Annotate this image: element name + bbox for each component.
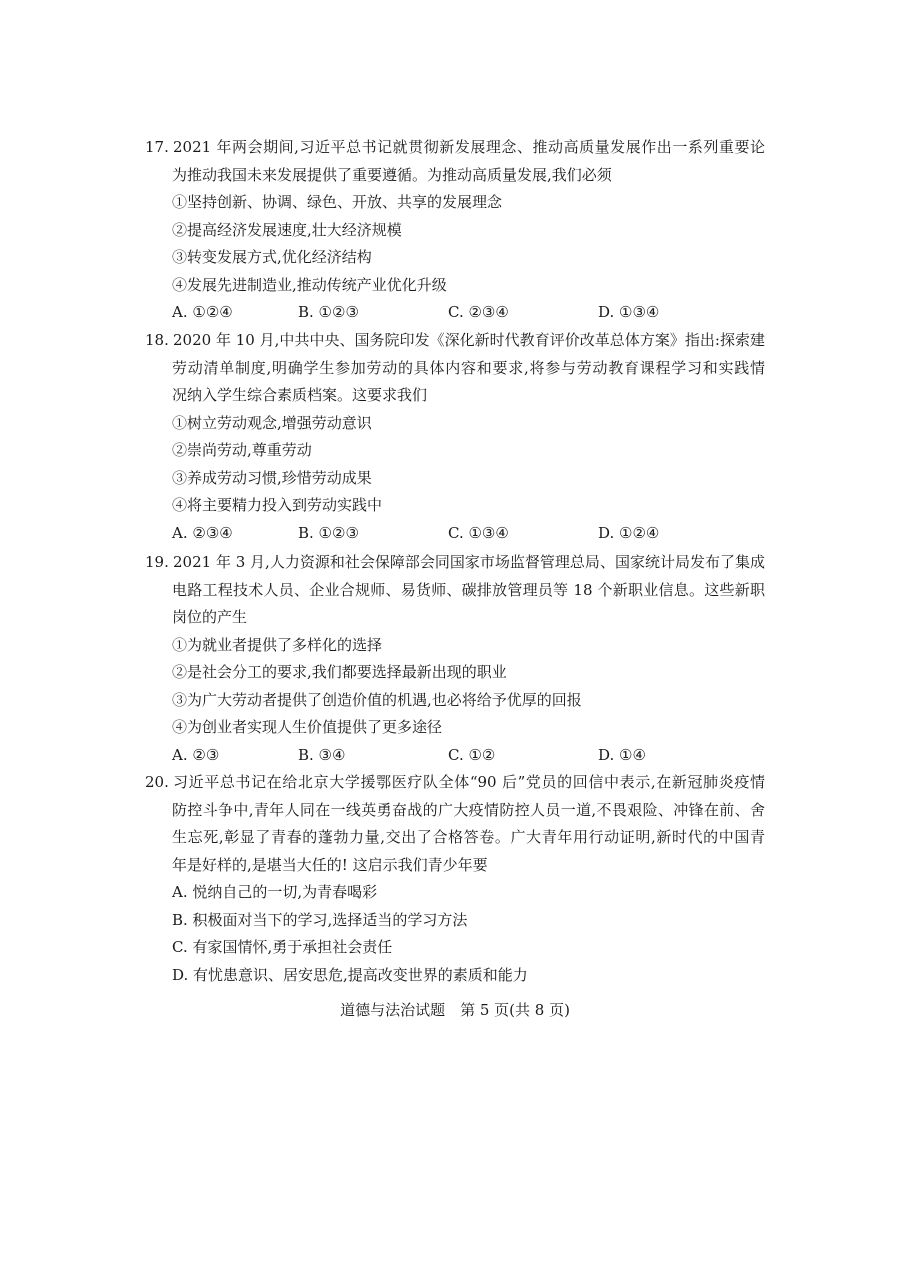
question-number: 20. — [145, 773, 169, 791]
answer-choice[interactable]: C. ②③④ — [448, 303, 509, 321]
question-stem-line: 2021 年两会期间,习近平总书记就贯彻新发展理念、推动高质量发展作出一系列重要论 — [173, 138, 765, 156]
statement-option: ③为广大劳动者提供了创造价值的机遇,也必将给予优厚的回报 — [172, 690, 582, 709]
question-stem-line: 年是好样的,是堪当大任的! 这启示我们青少年要 — [172, 855, 488, 874]
question-stem-line: 防控斗争中,青年人同在一线英勇奋战的广大疫情防控人员一道,不畏艰险、冲锋在前、舍 — [172, 800, 765, 819]
question-number: 18. — [145, 331, 169, 349]
question-stem-line: 电路工程技术人员、企业合规师、易货师、碳排放管理员等 18 个新职业信息。这些新职 — [172, 580, 765, 599]
question-stem-line: 生忘死,彰显了青春的蓬勃力量,交出了合格答卷。广大青年用行动证明,新时代的中国青 — [172, 828, 765, 846]
page-footer: 道德与法治试题 第 5 页(共 8 页) — [340, 1001, 570, 1019]
question-stem-line: 为推动我国未来发展提供了重要遵循。为推动高质量发展,我们必须 — [172, 165, 612, 184]
question-stem-line: 2021 年 3 月,人力资源和社会保障部会同国家市场监督管理总局、国家统计局发布了集成 — [173, 553, 765, 571]
statement-option: ①坚持创新、协调、绿色、开放、共享的发展理念 — [172, 193, 503, 211]
question-stem-line: 况纳入学生综合素质档案。这要求我们 — [172, 386, 428, 404]
statement-option: ④为创业者实现人生价值提供了更多途径 — [172, 718, 443, 736]
statement-option: ②是社会分工的要求,我们都要选择最新出现的职业 — [172, 663, 507, 681]
answer-choice[interactable]: B. ①②③ — [298, 523, 359, 542]
statement-option: ①为就业者提供了多样化的选择 — [172, 635, 383, 654]
statement-option: ②崇尚劳动,尊重劳动 — [172, 441, 312, 459]
answer-choice[interactable]: D. 有忧患意识、居安思危,提高改变世界的素质和能力 — [172, 965, 528, 984]
question-stem-line: 岗位的产生 — [172, 608, 248, 626]
answer-choice[interactable]: C. 有家国情怀,勇于承担社会责任 — [172, 938, 393, 956]
answer-choice[interactable]: D. ①④ — [598, 745, 646, 764]
statement-option: ③转变发展方式,优化经济结构 — [172, 248, 372, 266]
statement-option: ③养成劳动习惯,珍惜劳动成果 — [172, 468, 372, 487]
statement-option: ①树立劳动观念,增强劳动意识 — [172, 413, 372, 432]
statement-option: ④将主要精力投入到劳动实践中 — [172, 496, 383, 514]
answer-choice[interactable]: C. ①② — [448, 745, 496, 764]
statement-option: ④发展先进制造业,推动传统产业优化升级 — [172, 275, 447, 294]
statement-option: ②提高经济发展速度,壮大经济规模 — [172, 220, 402, 239]
answer-choice[interactable]: D. ①②④ — [598, 523, 660, 542]
answer-choice[interactable]: B. ①②③ — [298, 303, 359, 321]
answer-choice[interactable]: D. ①③④ — [598, 303, 660, 321]
question-stem-line: 习近平总书记在给北京大学援鄂医疗队全体“90 后”党员的回信中表示,在新冠肺炎疫情 — [173, 773, 765, 791]
question-stem-line: 2020 年 10 月,中共中央、国务院印发《深化新时代教育评价改革总体方案》指出:探索建 — [173, 331, 765, 349]
question-number: 17. — [145, 138, 169, 156]
question-number: 19. — [145, 553, 169, 571]
question-stem-line: 劳动清单制度,明确学生参加劳动的具体内容和要求,将参与劳动教育课程学习和实践情 — [172, 358, 765, 377]
answer-choice[interactable]: B. ③④ — [298, 745, 346, 764]
answer-choice[interactable]: B. 积极面对当下的学习,选择适当的学习方法 — [172, 910, 468, 929]
answer-choice[interactable]: A. ②③④ — [172, 523, 233, 542]
answer-choice[interactable]: A. 悦纳自己的一切,为青春喝彩 — [172, 883, 378, 901]
answer-choice[interactable]: C. ①③④ — [448, 523, 509, 542]
answer-choice[interactable]: A. ①②④ — [172, 303, 233, 321]
answer-choice[interactable]: A. ②③ — [172, 745, 220, 764]
